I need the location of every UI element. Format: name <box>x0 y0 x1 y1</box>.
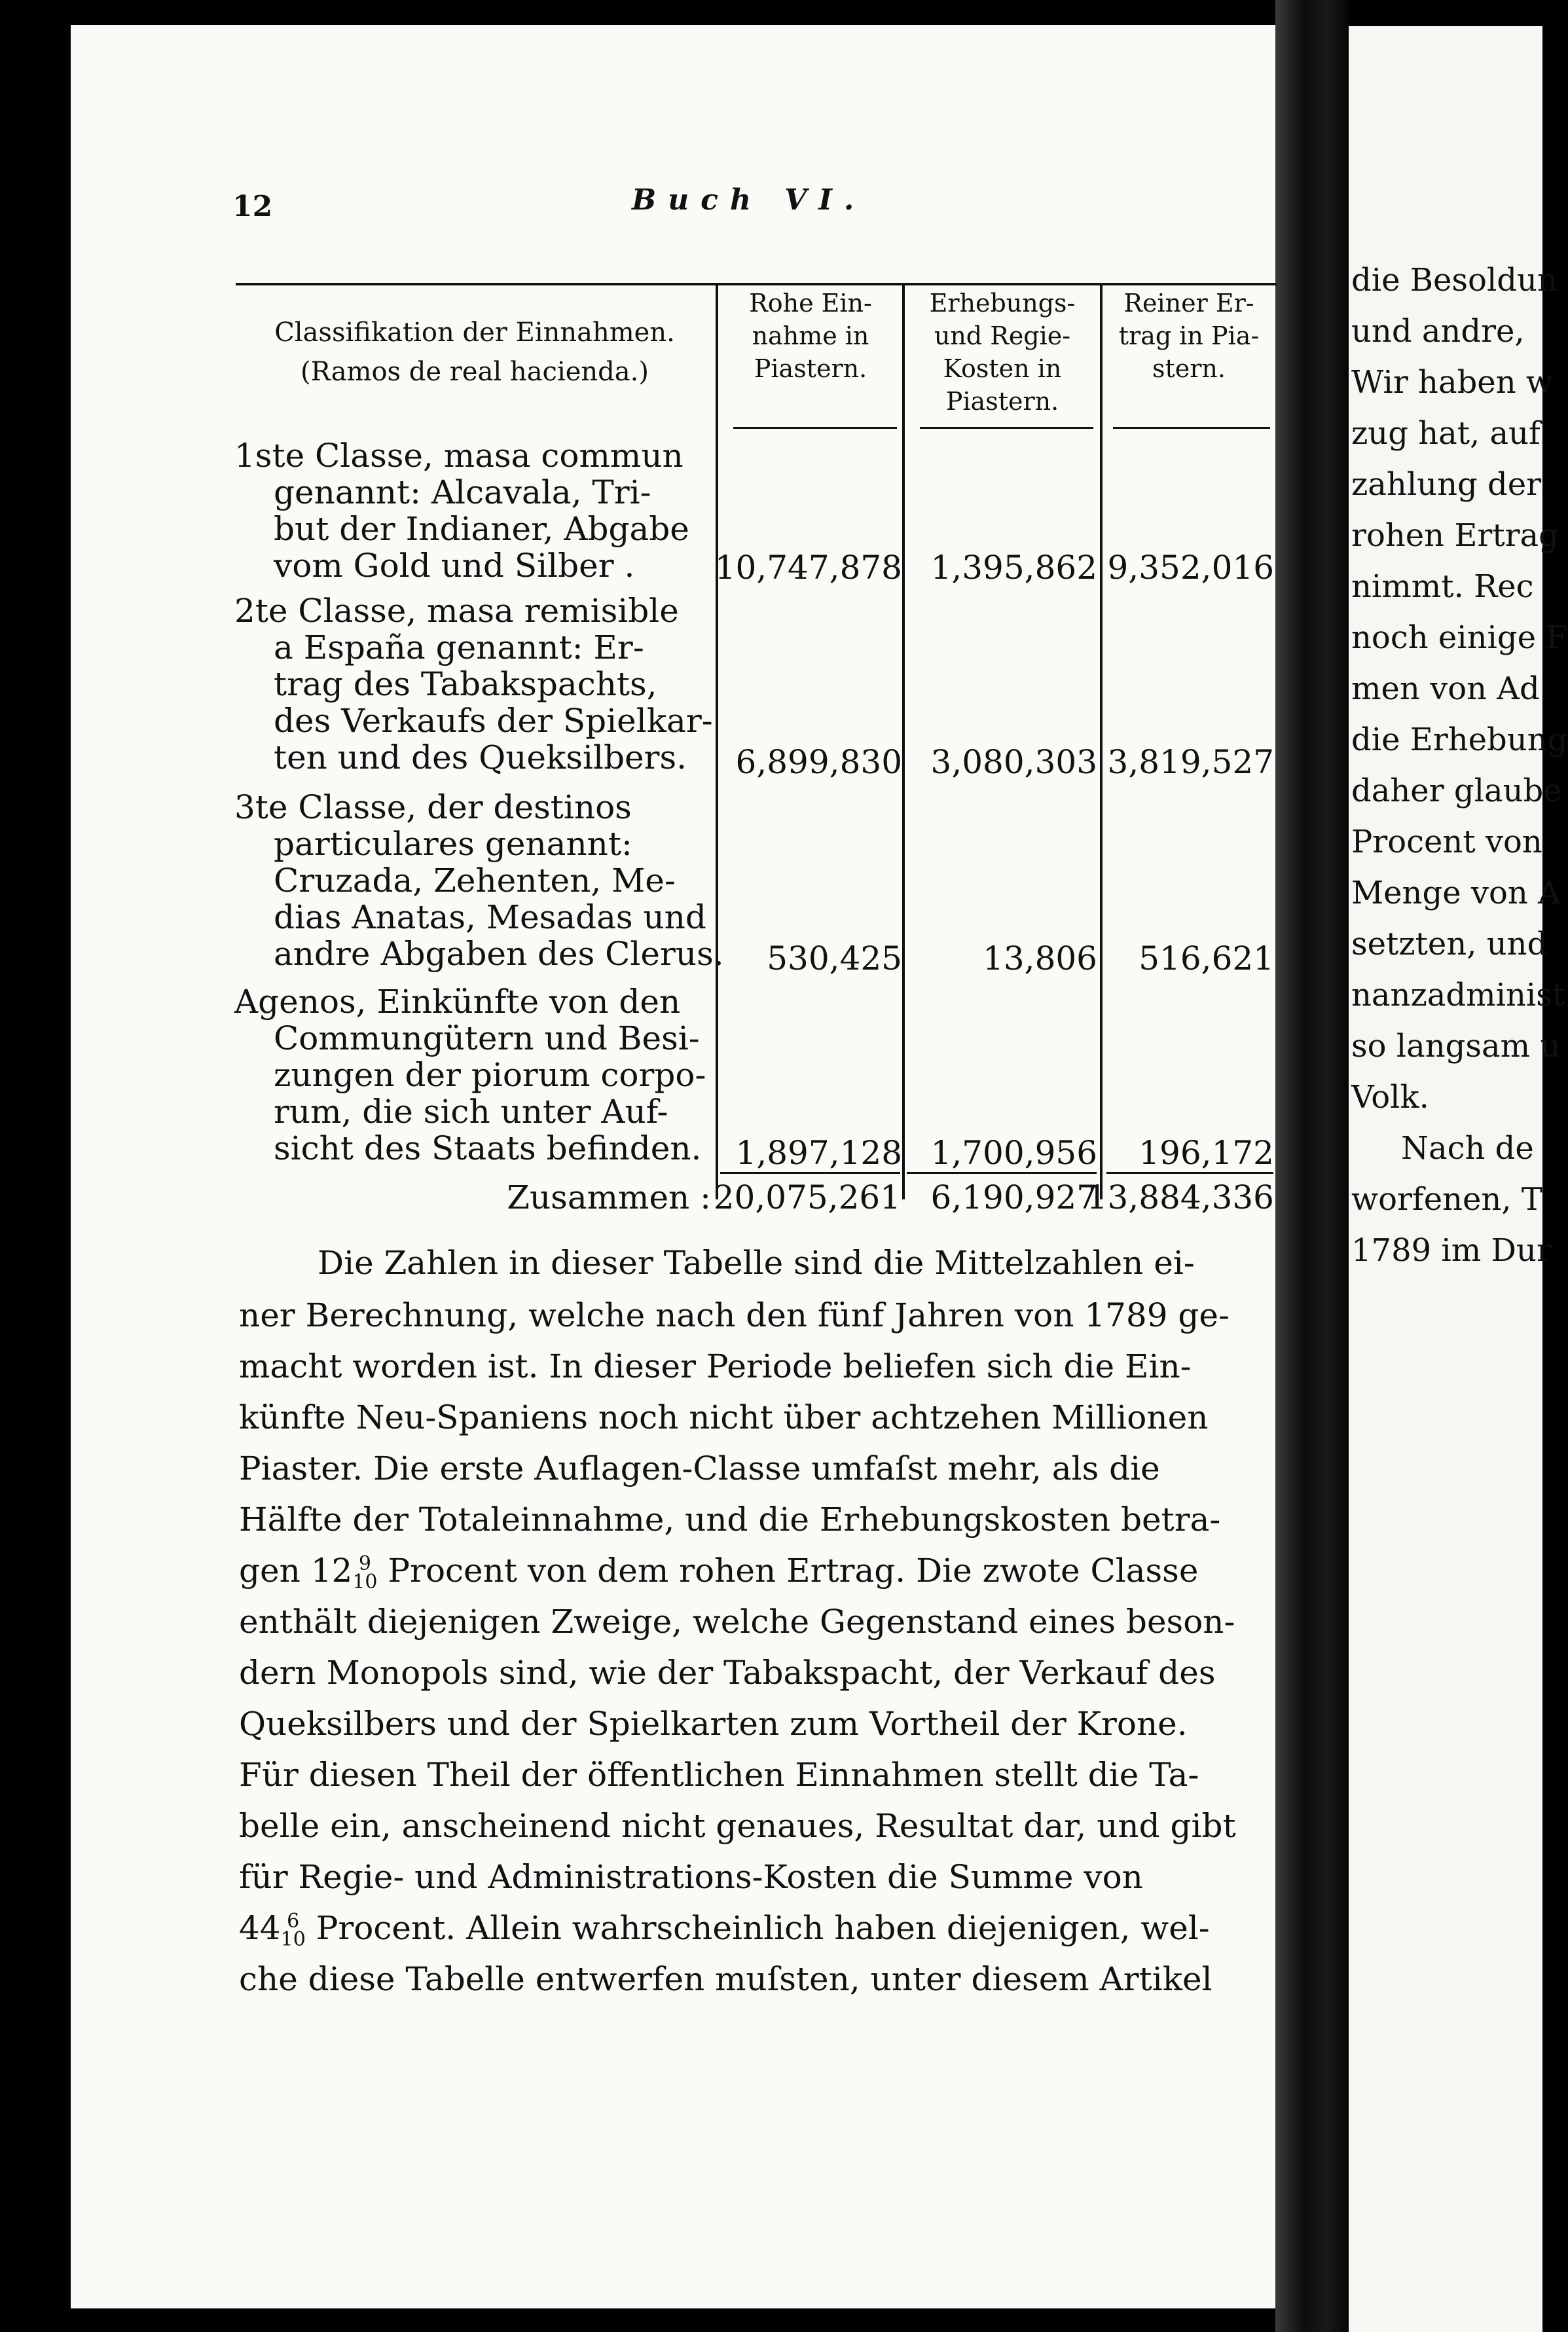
facing-page-line: nanzadminist <box>1351 977 1565 1013</box>
header-underline-3 <box>920 427 1093 429</box>
fraction <box>281 1912 306 1949</box>
row-line: but der Indianer, Abgabe <box>274 510 689 548</box>
total-rule-4 <box>1106 1172 1273 1174</box>
body-line: Für diesen Theil der öffentlichen Einnahmen stellt die Ta- <box>239 1756 1199 1794</box>
row1-gross: 10,747,878 <box>714 549 902 587</box>
table-row-label <box>234 592 713 776</box>
body-line: künfte Neu-Spaniens noch nicht über achtzehen Millionen <box>239 1398 1209 1436</box>
fraction-numerator: 6 <box>287 1910 300 1933</box>
total-rule-2 <box>720 1172 900 1174</box>
row-line: a España genannt: Er- <box>274 629 644 666</box>
row-line: particulares genannt: <box>274 825 632 863</box>
fraction-suffix: Procent von dem rohen Ertrag. Die zwote Classe <box>377 1552 1199 1590</box>
col3-header-line: Erhebungs- <box>929 289 1076 318</box>
facing-page-line: 1789 im Dur <box>1351 1232 1552 1269</box>
col3-header-line: Piastern. <box>945 387 1059 416</box>
facing-page-line: Menge von A <box>1351 875 1561 911</box>
row-line: 2te Classe, masa remisible <box>234 592 679 630</box>
col-divider-3 <box>1100 283 1103 1199</box>
header-underline-4 <box>1113 427 1270 429</box>
fraction-suffix: Procent. Allein wahrscheinlich haben diejenigen, wel- <box>305 1909 1210 1947</box>
facing-page-line: Procent von <box>1351 824 1542 860</box>
table-top-rule <box>236 283 1277 285</box>
total-costs: 6,190,927 <box>930 1178 1097 1216</box>
facing-page-line: und andre, <box>1351 313 1525 350</box>
table-row-label <box>234 437 689 584</box>
facing-page-line: setzten, und <box>1351 926 1548 962</box>
body-line-fraction <box>239 1909 1277 1949</box>
facing-page-line: so langsam u <box>1351 1028 1561 1065</box>
body-line-fraction <box>239 1552 1277 1592</box>
row1-net: 9,352,016 <box>1107 549 1274 587</box>
row-line: sicht des Staats befinden. <box>274 1129 702 1167</box>
facing-page-line: die Besoldun <box>1351 262 1558 299</box>
col1-header <box>236 313 714 392</box>
body-line: ner Berechnung, welche nach den fünf Jahren von 1789 ge- <box>239 1296 1230 1334</box>
body-line: Hälfte der Totaleinnahme, und die Erhebungskosten betra- <box>239 1501 1221 1539</box>
row-line: 1ste Classe, masa commun <box>234 437 684 475</box>
col4-header <box>1103 287 1275 385</box>
row-line: rum, die sich unter Auf- <box>274 1093 668 1131</box>
body-line: Piaster. Die erste Auflagen-Classe umfaſst mehr, als die <box>239 1449 1160 1487</box>
body-line: Die Zahlen in dieser Tabelle sind die Mittelzahlen ei- <box>318 1244 1195 1282</box>
facing-page-line: daher glaube <box>1351 773 1562 809</box>
body-line: dern Monopols sind, wie der Tabakspacht, der Verkauf des <box>239 1654 1216 1692</box>
book-spine <box>1275 0 1349 2332</box>
row-line: andre Abgaben des Clerus. <box>274 935 724 973</box>
col3-header <box>905 287 1100 418</box>
fraction-prefix: 44 <box>239 1909 281 1947</box>
page-number: 12 <box>232 190 273 223</box>
row-line: ten und des Queksilbers. <box>274 738 687 776</box>
row3-net: 516,621 <box>1139 939 1274 977</box>
col3-header-line: Kosten in <box>943 354 1062 383</box>
row-line: des Verkaufs der Spielkar- <box>274 702 713 740</box>
facing-page-line: rohen Ertrag <box>1351 517 1559 554</box>
row4-net: 196,172 <box>1139 1134 1274 1172</box>
body-line: belle ein, anscheinend nicht genaues, Resultat dar, und gibt <box>239 1807 1236 1845</box>
col2-header <box>719 287 902 385</box>
row-line: 3te Classe, der destinos <box>234 788 632 826</box>
col4-header-line: trag in Pia- <box>1118 321 1260 350</box>
row-line: Commungütern und Besi- <box>274 1019 700 1057</box>
row-line: Agenos, Einkünfte von den <box>234 983 681 1021</box>
col1-header-line: (Ramos de real hacienda.) <box>301 357 649 387</box>
col-divider-1 <box>716 283 718 1199</box>
header-underline-2 <box>733 427 897 429</box>
col2-header-line: nahme in <box>752 321 869 350</box>
body-line: für Regie- und Administrations-Kosten die Summe von <box>239 1858 1143 1896</box>
running-head: Buch VI. <box>632 183 866 217</box>
body-line: che diese Tabelle entwerfen muſsten, unter diesem Artikel <box>239 1960 1212 1998</box>
row2-costs: 3,080,303 <box>930 743 1097 781</box>
body-line: Queksilbers und der Spielkarten zum Vortheil der Krone. <box>239 1705 1188 1743</box>
body-line: macht worden ist. In dieser Periode beliefen sich die Ein- <box>239 1347 1192 1385</box>
row1-costs: 1,395,862 <box>930 549 1097 587</box>
table-row-label <box>234 789 724 972</box>
col-divider-2 <box>902 283 905 1199</box>
row-line: trag des Tabakspachts, <box>274 665 657 703</box>
facing-page-line: Nach de <box>1401 1130 1534 1167</box>
facing-page-line: Volk. <box>1351 1079 1429 1116</box>
facing-page-line: Wir haben w <box>1351 364 1553 401</box>
row3-costs: 13,806 <box>983 939 1097 977</box>
row4-gross: 1,897,128 <box>735 1134 902 1172</box>
col3-header-line: und Regie- <box>934 321 1071 350</box>
body-line: enthält diejenigen Zweige, welche Gegenstand eines beson- <box>239 1603 1235 1641</box>
fraction-numerator: 9 <box>358 1552 371 1575</box>
row-line: vom Gold und Silber . <box>274 547 635 585</box>
row-line: dias Anatas, Mesadas und <box>274 898 706 936</box>
col4-header-line: Reiner Er- <box>1123 289 1254 318</box>
facing-page-line: nimmt. Rec <box>1351 568 1534 605</box>
facing-page-line: zahlung der <box>1351 466 1542 503</box>
fraction-denominator: 10 <box>352 1571 378 1594</box>
row2-gross: 6,899,830 <box>735 743 902 781</box>
col4-header-line: stern. <box>1152 354 1226 383</box>
fraction-denominator: 10 <box>280 1928 306 1951</box>
row-line: Cruzada, Zehenten, Me- <box>274 862 676 900</box>
col2-header-line: Rohe Ein- <box>749 289 872 318</box>
fraction-prefix: gen 12 <box>239 1552 353 1590</box>
total-net: 13,884,336 <box>1086 1178 1274 1216</box>
row4-costs: 1,700,956 <box>930 1134 1097 1172</box>
row2-net: 3,819,527 <box>1107 743 1274 781</box>
total-label: Zusammen : <box>507 1178 711 1216</box>
facing-page-line: men von Ad <box>1351 670 1540 707</box>
facing-page-line: noch einige F <box>1351 619 1568 656</box>
facing-page-line: worfenen, T <box>1351 1181 1542 1218</box>
total-rule-3 <box>907 1172 1097 1174</box>
table-row-label <box>234 983 706 1167</box>
facing-page-line: die Erhebung <box>1351 721 1568 758</box>
total-gross: 20,075,261 <box>713 1178 901 1216</box>
col1-header-line: Classifikation der Einnahmen. <box>274 318 675 348</box>
row3-gross: 530,425 <box>767 939 902 977</box>
row-line: genannt: Alcavala, Tri- <box>274 473 651 511</box>
fraction <box>352 1552 378 1594</box>
row-line: zungen der piorum corpo- <box>274 1056 706 1094</box>
col2-header-line: Piastern. <box>754 354 867 383</box>
facing-page-line: zug hat, auf <box>1351 415 1541 452</box>
